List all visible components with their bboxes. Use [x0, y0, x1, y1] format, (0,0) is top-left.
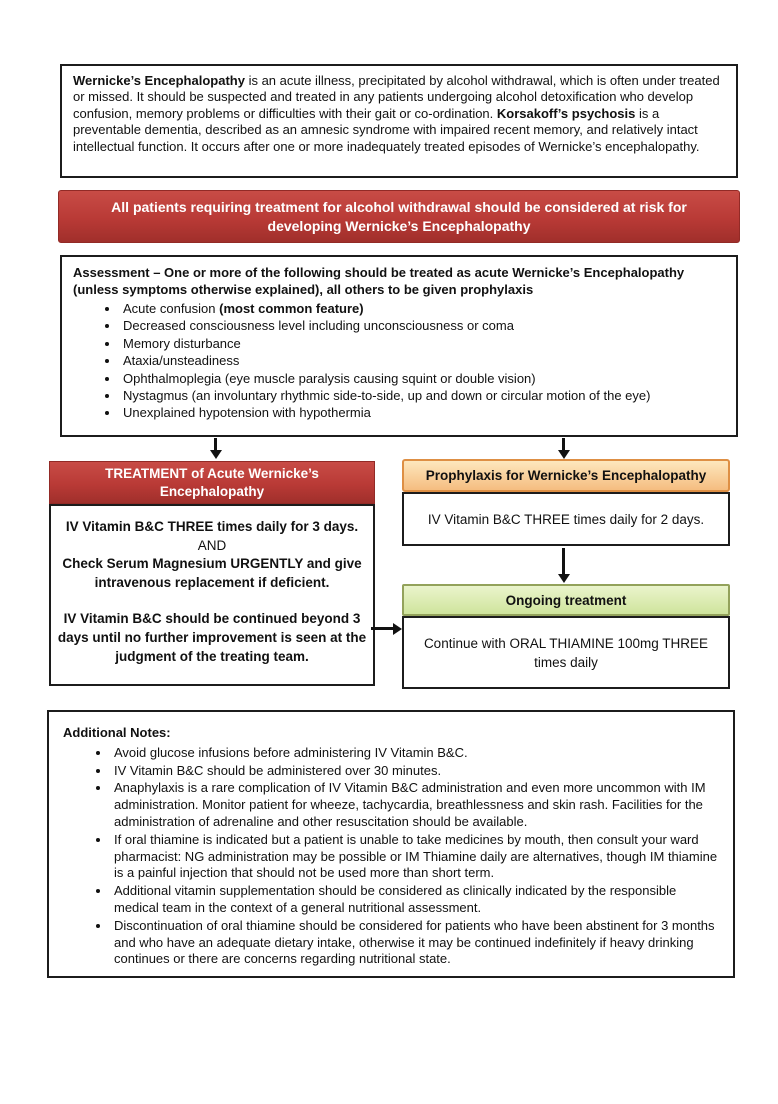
assessment-bullet: • Ataxia/unsteadiness — [120, 352, 725, 369]
assessment-bullet: • Decreased consciousness level including unconsciousness or coma — [120, 317, 725, 334]
treatment-para-1: IV Vitamin B&C THREE times daily for 3 days. — [65, 519, 359, 534]
ongoing-header-box — [402, 584, 730, 616]
arrow-head — [393, 623, 402, 635]
arrow-shaft — [562, 548, 565, 574]
treatment-conjunction: AND — [197, 537, 227, 553]
assessment-heading: Assessment – One or more of the following should be treated as acute Wernicke’s Encephalopathy (unless symptoms otherwise explained), all others to be given prophylaxis — [73, 265, 685, 297]
notes-bullet: • If oral thiamine is indicated but a patient is unable to take medicines by mouth, then consult your ward pharmacist: NG administration may be possible or IM Thiamine daily are alternatives, though IM thiamine is a painful injection that should not be used more than short term. — [111, 832, 721, 882]
notes-bullet: • Additional vitamin supplementation should be considered as clinically indicated by the responsible medical team in the context of a general nutritional assessment. — [111, 883, 721, 917]
arrow-down-to-ongoing-icon — [557, 548, 570, 583]
prophylaxis-body-box — [402, 492, 730, 546]
arrow-down-to-prophylaxis-icon — [557, 438, 570, 459]
assessment-bullet: • Ophthalmoplegia (eye muscle paralysis causing squint or double vision) — [120, 370, 725, 387]
treatment-body-box — [49, 504, 375, 686]
arrow-head — [558, 450, 570, 459]
assessment-bullet: • Nystagmus (an involuntary rhythmic side-to-side, up and down or circular motion of the eye) — [120, 387, 725, 404]
assessment-box — [60, 255, 738, 437]
notes-bullet: • Avoid glucose infusions before administering IV Vitamin B&C. — [111, 745, 721, 762]
notes-bullet: • IV Vitamin B&C should be administered over 30 minutes. — [111, 763, 721, 780]
notes-bullet: • Anaphylaxis is a rare complication of IV Vitamin B&C administration and even more uncommon with IM administration. Monitor patient for wheeze, tachycardia, breathlessness and skin rash. Facilities for the administration of adrenaline and other resuscitation should be available. — [111, 780, 721, 830]
risk-banner — [58, 190, 740, 243]
intro-box — [60, 64, 738, 178]
risk-banner-text: All patients requiring treatment for alcohol withdrawal should be considered at risk for developing Wernicke’s Encephalopathy — [111, 198, 687, 234]
assessment-bullet-bold: (most common feature) — [219, 301, 364, 316]
assessment-bullet: • Memory disturbance — [120, 335, 725, 352]
additional-notes-box — [47, 710, 735, 978]
intro-text-1: is an acute illness, precipitated by alcohol withdrawal, which is often under treated or missed. It should be suspected and treated in any patients undergoing alcohol detoxification who develop confusion, memory problems or difficulties with their gait or co-ordination. — [73, 73, 720, 121]
intro-term-wernicke: Wernicke’s Encephalopathy — [73, 73, 245, 88]
assessment-bullet: • Unexplained hypotension with hypothermia — [120, 404, 725, 421]
arrow-right-to-ongoing-icon — [371, 622, 402, 635]
intro-text-2: is a preventable dementia, described as an amnesic syndrome with impaired recent memory, and relatively intact intellectual function. It occurs after one or more inadequately treated episodes of Wernicke’s encephalopathy. — [73, 105, 700, 154]
notes-title: Additional Notes: — [63, 725, 171, 740]
prophylaxis-header-label: Prophylaxis for Wernicke’s Encephalopathy — [425, 468, 707, 483]
assessment-bullet-list — [73, 300, 725, 422]
treatment-header-label: TREATMENT of Acute Wernicke’s Encephalopathy — [105, 465, 319, 499]
arrow-shaft — [214, 438, 217, 450]
treatment-header-box — [49, 461, 375, 504]
arrow-down-to-treatment-icon — [209, 438, 222, 459]
treatment-para-2: Check Serum Magnesium URGENTLY and give intravenous replacement if deficient. — [62, 556, 362, 590]
ongoing-header-label: Ongoing treatment — [505, 592, 627, 608]
notes-bullet: • Discontinuation of oral thiamine should be considered for patients who have been abstinent for 3 months and who have an adequate dietary intake, otherwise it may be continued indefinitely if heavy drinking continues or there are concerns regarding nutritional state. — [111, 918, 721, 968]
assessment-bullet — [120, 300, 725, 317]
prophylaxis-header-box — [402, 459, 730, 492]
prophylaxis-body-text: IV Vitamin B&C THREE times daily for 2 days. — [427, 511, 705, 527]
arrow-shaft — [562, 438, 565, 450]
spacer — [57, 592, 367, 610]
treatment-para-3: IV Vitamin B&C should be continued beyond 3 days until no further improvement is seen at the judgment of the treating team. — [57, 611, 367, 664]
ongoing-body-text: Continue with ORAL THIAMINE 100mg THREE times daily — [423, 635, 709, 670]
arrow-shaft — [371, 627, 393, 630]
ongoing-body-box — [402, 616, 730, 689]
assessment-bullet-plain: Acute confusion — [123, 301, 220, 316]
notes-bullet-list — [63, 745, 721, 968]
arrow-head — [558, 574, 570, 583]
arrow-head — [210, 450, 222, 459]
intro-term-korsakoff: Korsakoff’s psychosis — [496, 105, 636, 121]
